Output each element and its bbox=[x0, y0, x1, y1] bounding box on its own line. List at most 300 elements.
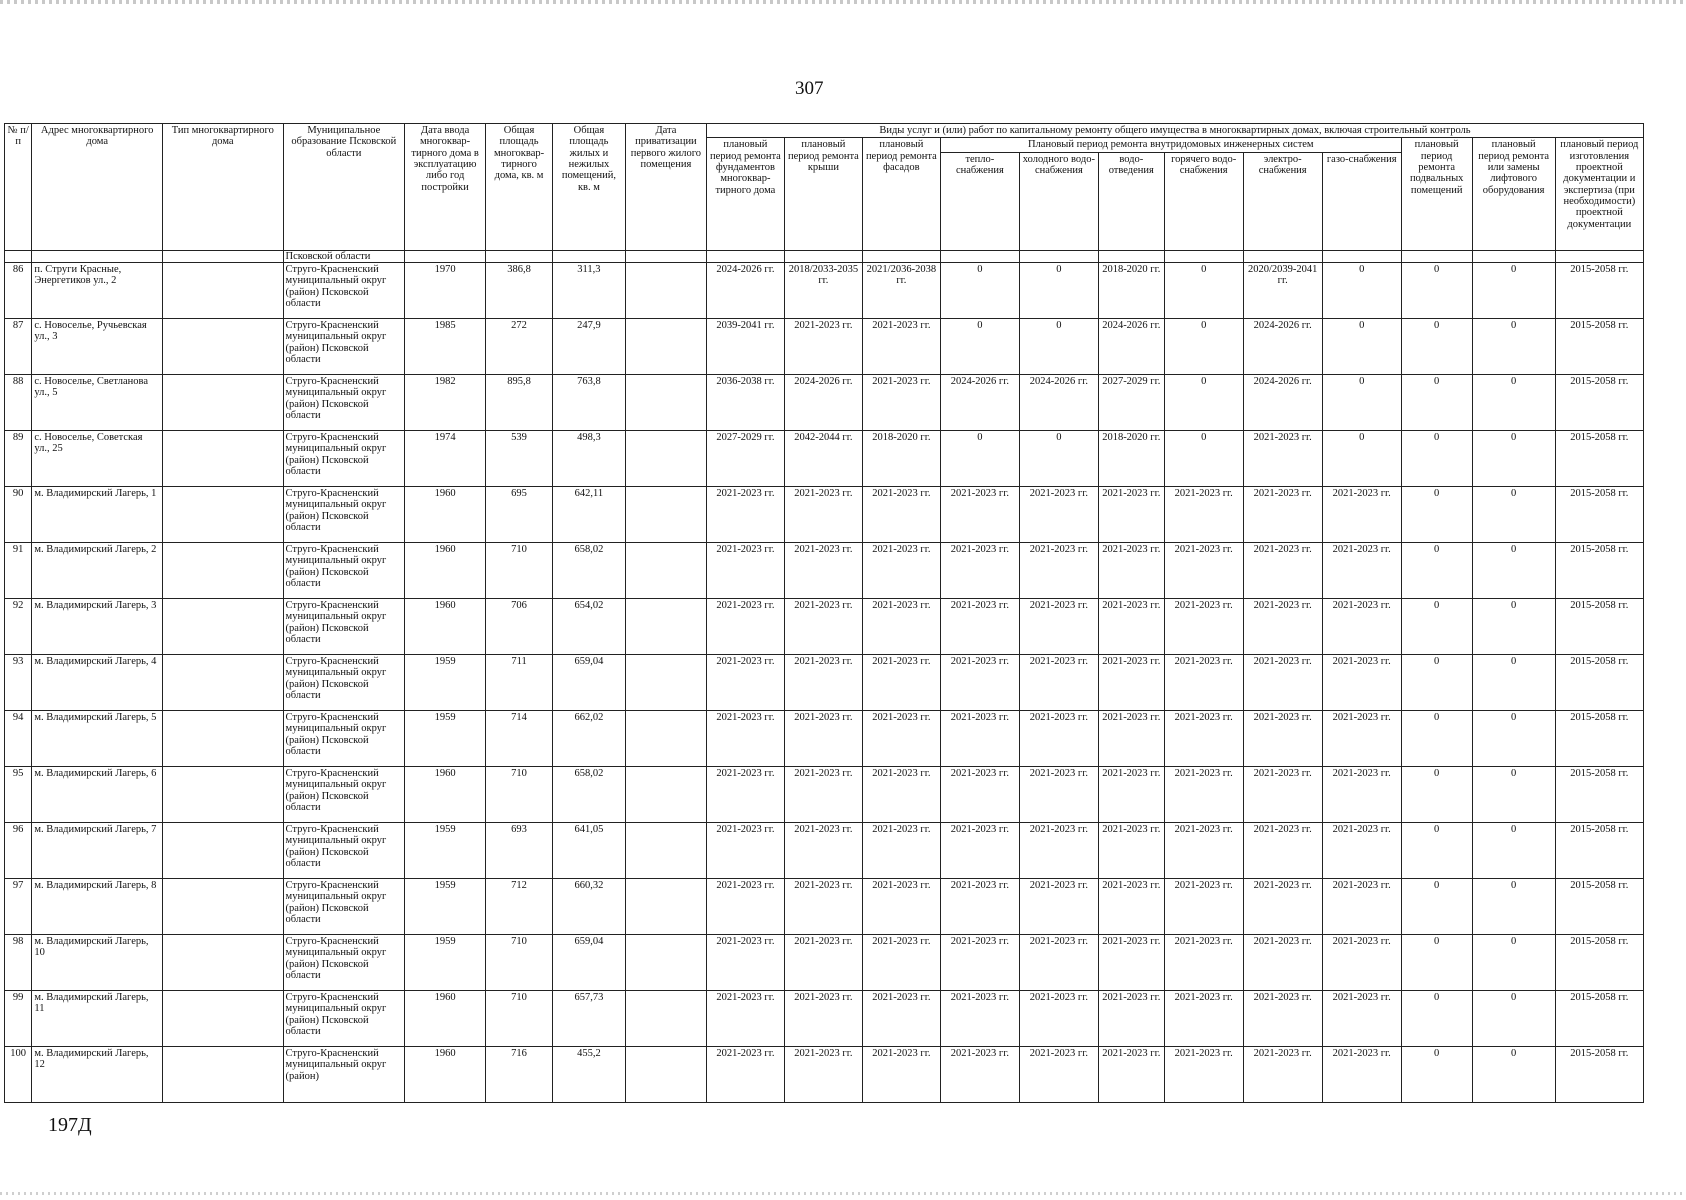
cell-privatization bbox=[625, 542, 706, 598]
cell-address: м. Владимирский Лагерь, 10 bbox=[32, 934, 163, 990]
spill-row bbox=[5, 250, 1644, 262]
cell-hot-water: 2021-2023 гг. bbox=[1164, 766, 1243, 822]
cell-heating: 0 bbox=[940, 262, 1019, 318]
cell-hot-water: 2021-2023 гг. bbox=[1164, 878, 1243, 934]
header-total-area: Общая площадь многоквар-тирного дома, кв. м bbox=[486, 124, 553, 251]
cell-elevator: 0 bbox=[1472, 430, 1555, 486]
cell-design: 2015-2058 гг. bbox=[1555, 374, 1643, 430]
cell-type bbox=[163, 710, 284, 766]
cell-cold-water: 2021-2023 гг. bbox=[1019, 654, 1098, 710]
cell-type bbox=[163, 934, 284, 990]
cell-hot-water: 0 bbox=[1164, 374, 1243, 430]
cell-total-area: 695 bbox=[486, 486, 553, 542]
cell-basement: 0 bbox=[1401, 430, 1472, 486]
cell-address: с. Новоселье, Советская ул., 25 bbox=[32, 430, 163, 486]
cell-municipality: Струго-Красненский муниципальный округ (район) Псковской области bbox=[283, 318, 405, 374]
cell-hot-water: 0 bbox=[1164, 430, 1243, 486]
cell-municipality: Струго-Красненский муниципальный округ (район) bbox=[283, 1046, 405, 1102]
cell-address: м. Владимирский Лагерь, 4 bbox=[32, 654, 163, 710]
cell-type bbox=[163, 318, 284, 374]
cell-foundation: 2021-2023 гг. bbox=[706, 878, 784, 934]
cell-facade: 2021-2023 гг. bbox=[862, 374, 940, 430]
cell-privatization bbox=[625, 878, 706, 934]
cell-basement: 0 bbox=[1401, 878, 1472, 934]
cell-cold-water: 2021-2023 гг. bbox=[1019, 486, 1098, 542]
cell-facade: 2021-2023 гг. bbox=[862, 654, 940, 710]
header-heating: тепло-снабжения bbox=[940, 152, 1019, 250]
cell-num: 97 bbox=[5, 878, 32, 934]
cell-foundation: 2024-2026 гг. bbox=[706, 262, 784, 318]
header-gas: газо-снабжения bbox=[1322, 152, 1401, 250]
cell-electricity: 2020/2039-2041 гг. bbox=[1243, 262, 1322, 318]
cell-municipality: Струго-Красненский муниципальный округ (район) Псковской области bbox=[283, 542, 405, 598]
spill-municipality: Псковской области bbox=[283, 250, 405, 262]
cell-hot-water: 2021-2023 гг. bbox=[1164, 990, 1243, 1046]
cell-electricity: 2021-2023 гг. bbox=[1243, 542, 1322, 598]
cell-heating: 2021-2023 гг. bbox=[940, 822, 1019, 878]
cell-privatization bbox=[625, 318, 706, 374]
cell-year: 1960 bbox=[405, 598, 486, 654]
cell-basement: 0 bbox=[1401, 542, 1472, 598]
header-cold-water: холодного водо-снабжения bbox=[1019, 152, 1098, 250]
cell-sewerage: 2021-2023 гг. bbox=[1098, 1046, 1164, 1102]
cell-address: п. Струги Красные, Энергетиков ул., 2 bbox=[32, 262, 163, 318]
cell-privatization bbox=[625, 710, 706, 766]
cell-total-area: 706 bbox=[486, 598, 553, 654]
cell-basement: 0 bbox=[1401, 822, 1472, 878]
cell-total-area: 710 bbox=[486, 934, 553, 990]
cell-num: 89 bbox=[5, 430, 32, 486]
cell-roof: 2021-2023 гг. bbox=[784, 934, 862, 990]
cell-roof: 2021-2023 гг. bbox=[784, 486, 862, 542]
cell-cold-water: 2021-2023 гг. bbox=[1019, 934, 1098, 990]
cell-electricity: 2021-2023 гг. bbox=[1243, 1046, 1322, 1102]
header-works-group: Виды услуг и (или) работ по капитальному ремонту общего имущества в многоквартирных домах, включая строительный контроль bbox=[706, 124, 1643, 138]
cell-total-area: 711 bbox=[486, 654, 553, 710]
cell-gas: 2021-2023 гг. bbox=[1322, 710, 1401, 766]
page-number: 307 bbox=[795, 78, 824, 99]
header-sewerage: водо-отведения bbox=[1098, 152, 1164, 250]
cell-num: 92 bbox=[5, 598, 32, 654]
header-electricity: электро-снабжения bbox=[1243, 152, 1322, 250]
cell-type bbox=[163, 1046, 284, 1102]
table-row bbox=[5, 542, 1644, 598]
cell-sewerage: 2021-2023 гг. bbox=[1098, 822, 1164, 878]
cell-cold-water: 2021-2023 гг. bbox=[1019, 878, 1098, 934]
cell-gas: 0 bbox=[1322, 262, 1401, 318]
cell-year: 1959 bbox=[405, 878, 486, 934]
cell-num: 88 bbox=[5, 374, 32, 430]
cell-type bbox=[163, 486, 284, 542]
cell-facade: 2021-2023 гг. bbox=[862, 934, 940, 990]
cell-address: м. Владимирский Лагерь, 5 bbox=[32, 710, 163, 766]
cell-year: 1960 bbox=[405, 1046, 486, 1102]
cell-sewerage: 2021-2023 гг. bbox=[1098, 654, 1164, 710]
cell-basement: 0 bbox=[1401, 934, 1472, 990]
header-living-area: Общая площадь жилых и нежилых помещений, кв. м bbox=[552, 124, 625, 251]
cell-sewerage: 2027-2029 гг. bbox=[1098, 374, 1164, 430]
cell-facade: 2018-2020 гг. bbox=[862, 430, 940, 486]
cell-basement: 0 bbox=[1401, 766, 1472, 822]
cell-design: 2015-2058 гг. bbox=[1555, 990, 1643, 1046]
cell-hot-water: 0 bbox=[1164, 262, 1243, 318]
cell-municipality: Струго-Красненский муниципальный округ (район) Псковской области bbox=[283, 934, 405, 990]
cell-total-area: 895,8 bbox=[486, 374, 553, 430]
cell-total-area: 693 bbox=[486, 822, 553, 878]
cell-foundation: 2039-2041 гг. bbox=[706, 318, 784, 374]
cell-electricity: 2021-2023 гг. bbox=[1243, 934, 1322, 990]
cell-total-area: 712 bbox=[486, 878, 553, 934]
cell-hot-water: 2021-2023 гг. bbox=[1164, 486, 1243, 542]
cell-gas: 0 bbox=[1322, 318, 1401, 374]
cell-year: 1959 bbox=[405, 822, 486, 878]
cell-cold-water: 2021-2023 гг. bbox=[1019, 598, 1098, 654]
cell-heating: 2021-2023 гг. bbox=[940, 934, 1019, 990]
cell-living-area: 658,02 bbox=[552, 766, 625, 822]
cell-sewerage: 2021-2023 гг. bbox=[1098, 766, 1164, 822]
cell-address: м. Владимирский Лагерь, 1 bbox=[32, 486, 163, 542]
cell-type bbox=[163, 822, 284, 878]
cell-electricity: 2021-2023 гг. bbox=[1243, 430, 1322, 486]
cell-cold-water: 2021-2023 гг. bbox=[1019, 766, 1098, 822]
cell-heating: 2021-2023 гг. bbox=[940, 542, 1019, 598]
cell-privatization bbox=[625, 822, 706, 878]
cell-year: 1959 bbox=[405, 710, 486, 766]
cell-total-area: 710 bbox=[486, 766, 553, 822]
cell-privatization bbox=[625, 598, 706, 654]
cell-sewerage: 2018-2020 гг. bbox=[1098, 430, 1164, 486]
cell-electricity: 2021-2023 гг. bbox=[1243, 822, 1322, 878]
cell-foundation: 2021-2023 гг. bbox=[706, 710, 784, 766]
cell-num: 90 bbox=[5, 486, 32, 542]
cell-electricity: 2024-2026 гг. bbox=[1243, 318, 1322, 374]
cell-municipality: Струго-Красненский муниципальный округ (район) Псковской области bbox=[283, 710, 405, 766]
cell-municipality: Струго-Красненский муниципальный округ (район) Псковской области bbox=[283, 878, 405, 934]
cell-gas: 2021-2023 гг. bbox=[1322, 990, 1401, 1046]
cell-municipality: Струго-Красненский муниципальный округ (район) Псковской области bbox=[283, 374, 405, 430]
cell-elevator: 0 bbox=[1472, 486, 1555, 542]
cell-facade: 2021-2023 гг. bbox=[862, 542, 940, 598]
scan-edge-top bbox=[0, 0, 1686, 4]
cell-privatization bbox=[625, 486, 706, 542]
table-row bbox=[5, 710, 1644, 766]
cell-heating: 0 bbox=[940, 430, 1019, 486]
cell-facade: 2021-2023 гг. bbox=[862, 766, 940, 822]
cell-design: 2015-2058 гг. bbox=[1555, 542, 1643, 598]
cell-type bbox=[163, 542, 284, 598]
cell-gas: 2021-2023 гг. bbox=[1322, 542, 1401, 598]
cell-foundation: 2021-2023 гг. bbox=[706, 598, 784, 654]
cell-total-area: 272 bbox=[486, 318, 553, 374]
cell-sewerage: 2021-2023 гг. bbox=[1098, 934, 1164, 990]
table-row bbox=[5, 318, 1644, 374]
cell-electricity: 2021-2023 гг. bbox=[1243, 766, 1322, 822]
cell-type bbox=[163, 654, 284, 710]
cell-elevator: 0 bbox=[1472, 598, 1555, 654]
cell-year: 1960 bbox=[405, 990, 486, 1046]
cell-num: 100 bbox=[5, 1046, 32, 1102]
cell-facade: 2021-2023 гг. bbox=[862, 822, 940, 878]
cell-municipality: Струго-Красненский муниципальный округ (район) Псковской области bbox=[283, 654, 405, 710]
cell-num: 87 bbox=[5, 318, 32, 374]
cell-electricity: 2021-2023 гг. bbox=[1243, 878, 1322, 934]
table-row bbox=[5, 878, 1644, 934]
table-row bbox=[5, 262, 1644, 318]
cell-design: 2015-2058 гг. bbox=[1555, 262, 1643, 318]
cell-gas: 0 bbox=[1322, 430, 1401, 486]
header-elevator: плановый период ремонта или замены лифтового оборудования bbox=[1472, 138, 1555, 250]
table-row bbox=[5, 822, 1644, 878]
cell-heating: 2024-2026 гг. bbox=[940, 374, 1019, 430]
table-row bbox=[5, 934, 1644, 990]
cell-hot-water: 2021-2023 гг. bbox=[1164, 598, 1243, 654]
cell-year: 1982 bbox=[405, 374, 486, 430]
cell-cold-water: 2021-2023 гг. bbox=[1019, 710, 1098, 766]
cell-foundation: 2021-2023 гг. bbox=[706, 766, 784, 822]
cell-heating: 2021-2023 гг. bbox=[940, 1046, 1019, 1102]
cell-elevator: 0 bbox=[1472, 710, 1555, 766]
cell-hot-water: 2021-2023 гг. bbox=[1164, 1046, 1243, 1102]
cell-foundation: 2021-2023 гг. bbox=[706, 542, 784, 598]
cell-total-area: 386,8 bbox=[486, 262, 553, 318]
cell-facade: 2021-2023 гг. bbox=[862, 486, 940, 542]
cell-foundation: 2021-2023 гг. bbox=[706, 1046, 784, 1102]
cell-municipality: Струго-Красненский муниципальный округ (район) Псковской области bbox=[283, 766, 405, 822]
cell-living-area: 247,9 bbox=[552, 318, 625, 374]
table-row bbox=[5, 1046, 1644, 1102]
cell-elevator: 0 bbox=[1472, 822, 1555, 878]
cell-gas: 2021-2023 гг. bbox=[1322, 654, 1401, 710]
cell-basement: 0 bbox=[1401, 990, 1472, 1046]
document-code: 197Д bbox=[48, 1114, 92, 1136]
cell-privatization bbox=[625, 934, 706, 990]
cell-elevator: 0 bbox=[1472, 654, 1555, 710]
cell-basement: 0 bbox=[1401, 654, 1472, 710]
cell-electricity: 2021-2023 гг. bbox=[1243, 710, 1322, 766]
cell-sewerage: 2021-2023 гг. bbox=[1098, 598, 1164, 654]
cell-design: 2015-2058 гг. bbox=[1555, 822, 1643, 878]
cell-type bbox=[163, 878, 284, 934]
cell-living-area: 311,3 bbox=[552, 262, 625, 318]
cell-total-area: 710 bbox=[486, 542, 553, 598]
cell-basement: 0 bbox=[1401, 1046, 1472, 1102]
cell-total-area: 710 bbox=[486, 990, 553, 1046]
cell-privatization bbox=[625, 766, 706, 822]
header-municipality: Муниципальное образование Псковской области bbox=[283, 124, 405, 251]
cell-gas: 2021-2023 гг. bbox=[1322, 598, 1401, 654]
cell-gas: 2021-2023 гг. bbox=[1322, 878, 1401, 934]
cell-elevator: 0 bbox=[1472, 542, 1555, 598]
cell-living-area: 657,73 bbox=[552, 990, 625, 1046]
cell-basement: 0 bbox=[1401, 374, 1472, 430]
table-row bbox=[5, 766, 1644, 822]
capital-repair-table bbox=[4, 123, 1644, 1103]
cell-living-area: 654,02 bbox=[552, 598, 625, 654]
cell-living-area: 498,3 bbox=[552, 430, 625, 486]
cell-num: 91 bbox=[5, 542, 32, 598]
cell-design: 2015-2058 гг. bbox=[1555, 766, 1643, 822]
cell-foundation: 2036-2038 гг. bbox=[706, 374, 784, 430]
cell-num: 98 bbox=[5, 934, 32, 990]
cell-year: 1985 bbox=[405, 318, 486, 374]
cell-municipality: Струго-Красненский муниципальный округ (район) Псковской области bbox=[283, 822, 405, 878]
cell-year: 1960 bbox=[405, 766, 486, 822]
cell-foundation: 2021-2023 гг. bbox=[706, 486, 784, 542]
cell-gas: 2021-2023 гг. bbox=[1322, 1046, 1401, 1102]
cell-elevator: 0 bbox=[1472, 766, 1555, 822]
cell-sewerage: 2021-2023 гг. bbox=[1098, 710, 1164, 766]
cell-num: 95 bbox=[5, 766, 32, 822]
cell-roof: 2021-2023 гг. bbox=[784, 878, 862, 934]
table-row bbox=[5, 486, 1644, 542]
cell-gas: 2021-2023 гг. bbox=[1322, 486, 1401, 542]
cell-year: 1960 bbox=[405, 542, 486, 598]
cell-address: м. Владимирский Лагерь, 7 bbox=[32, 822, 163, 878]
cell-cold-water: 0 bbox=[1019, 430, 1098, 486]
cell-foundation: 2021-2023 гг. bbox=[706, 990, 784, 1046]
cell-address: м. Владимирский Лагерь, 2 bbox=[32, 542, 163, 598]
header-num: № п/п bbox=[5, 124, 32, 251]
cell-sewerage: 2021-2023 гг. bbox=[1098, 878, 1164, 934]
header-facade: плановый период ремонта фасадов bbox=[862, 138, 940, 250]
cell-hot-water: 2021-2023 гг. bbox=[1164, 822, 1243, 878]
table-row bbox=[5, 990, 1644, 1046]
table-row bbox=[5, 430, 1644, 486]
header-address: Адрес многоквартирного дома bbox=[32, 124, 163, 251]
cell-design: 2015-2058 гг. bbox=[1555, 878, 1643, 934]
cell-facade: 2021-2023 гг. bbox=[862, 318, 940, 374]
cell-num: 99 bbox=[5, 990, 32, 1046]
cell-living-area: 658,02 bbox=[552, 542, 625, 598]
cell-address: с. Новоселье, Ручьевская ул., 3 bbox=[32, 318, 163, 374]
cell-living-area: 641,05 bbox=[552, 822, 625, 878]
cell-design: 2015-2058 гг. bbox=[1555, 710, 1643, 766]
cell-hot-water: 2021-2023 гг. bbox=[1164, 542, 1243, 598]
cell-electricity: 2021-2023 гг. bbox=[1243, 598, 1322, 654]
cell-living-area: 659,04 bbox=[552, 934, 625, 990]
cell-gas: 2021-2023 гг. bbox=[1322, 934, 1401, 990]
header-engineering-group: Плановый период ремонта внутридомовых инженерных систем bbox=[940, 138, 1401, 152]
cell-basement: 0 bbox=[1401, 486, 1472, 542]
cell-basement: 0 bbox=[1401, 710, 1472, 766]
cell-hot-water: 0 bbox=[1164, 318, 1243, 374]
header-commission-date: Дата ввода многоквар-тирного дома в эксплуатацию либо год постройки bbox=[405, 124, 486, 251]
cell-year: 1960 bbox=[405, 486, 486, 542]
cell-municipality: Струго-Красненский муниципальный округ (район) Псковской области bbox=[283, 262, 405, 318]
cell-sewerage: 2018-2020 гг. bbox=[1098, 262, 1164, 318]
cell-facade: 2021-2023 гг. bbox=[862, 710, 940, 766]
cell-roof: 2018/2033-2035 гг. bbox=[784, 262, 862, 318]
cell-roof: 2042-2044 гг. bbox=[784, 430, 862, 486]
cell-privatization bbox=[625, 430, 706, 486]
cell-municipality: Струго-Красненский муниципальный округ (район) Псковской области bbox=[283, 430, 405, 486]
cell-hot-water: 2021-2023 гг. bbox=[1164, 934, 1243, 990]
cell-basement: 0 bbox=[1401, 262, 1472, 318]
cell-address: м. Владимирский Лагерь, 11 bbox=[32, 990, 163, 1046]
cell-heating: 2021-2023 гг. bbox=[940, 654, 1019, 710]
cell-cold-water: 2021-2023 гг. bbox=[1019, 542, 1098, 598]
cell-gas: 2021-2023 гг. bbox=[1322, 822, 1401, 878]
cell-heating: 2021-2023 гг. bbox=[940, 598, 1019, 654]
cell-municipality: Струго-Красненский муниципальный округ (район) Псковской области bbox=[283, 990, 405, 1046]
cell-address: м. Владимирский Лагерь, 8 bbox=[32, 878, 163, 934]
header-design-docs: плановый период изготовления проектной документации и экспертиза (при необходимости) проектной документации bbox=[1555, 138, 1643, 250]
cell-privatization bbox=[625, 990, 706, 1046]
cell-sewerage: 2024-2026 гг. bbox=[1098, 318, 1164, 374]
cell-cold-water: 2021-2023 гг. bbox=[1019, 822, 1098, 878]
cell-design: 2015-2058 гг. bbox=[1555, 654, 1643, 710]
cell-foundation: 2021-2023 гг. bbox=[706, 654, 784, 710]
cell-design: 2015-2058 гг. bbox=[1555, 486, 1643, 542]
cell-privatization bbox=[625, 374, 706, 430]
cell-elevator: 0 bbox=[1472, 318, 1555, 374]
cell-address: м. Владимирский Лагерь, 3 bbox=[32, 598, 163, 654]
cell-year: 1959 bbox=[405, 934, 486, 990]
cell-foundation: 2021-2023 гг. bbox=[706, 934, 784, 990]
cell-facade: 2021-2023 гг. bbox=[862, 878, 940, 934]
cell-address: с. Новоселье, Светланова ул., 5 bbox=[32, 374, 163, 430]
cell-type bbox=[163, 374, 284, 430]
cell-elevator: 0 bbox=[1472, 262, 1555, 318]
cell-elevator: 0 bbox=[1472, 990, 1555, 1046]
cell-type bbox=[163, 598, 284, 654]
cell-cold-water: 0 bbox=[1019, 318, 1098, 374]
cell-year: 1959 bbox=[405, 654, 486, 710]
header-basement: плановый период ремонта подвальных помещений bbox=[1401, 138, 1472, 250]
cell-total-area: 716 bbox=[486, 1046, 553, 1102]
cell-facade: 2021-2023 гг. bbox=[862, 1046, 940, 1102]
cell-num: 96 bbox=[5, 822, 32, 878]
header-type: Тип многоквартирного дома bbox=[163, 124, 284, 251]
cell-type bbox=[163, 990, 284, 1046]
header-roof: плановый период ремонта крыши bbox=[784, 138, 862, 250]
cell-living-area: 763,8 bbox=[552, 374, 625, 430]
cell-hot-water: 2021-2023 гг. bbox=[1164, 710, 1243, 766]
cell-gas: 2021-2023 гг. bbox=[1322, 766, 1401, 822]
cell-design: 2015-2058 гг. bbox=[1555, 430, 1643, 486]
cell-living-area: 660,32 bbox=[552, 878, 625, 934]
cell-foundation: 2027-2029 гг. bbox=[706, 430, 784, 486]
cell-total-area: 539 bbox=[486, 430, 553, 486]
cell-design: 2015-2058 гг. bbox=[1555, 1046, 1643, 1102]
cell-elevator: 0 bbox=[1472, 1046, 1555, 1102]
cell-design: 2015-2058 гг. bbox=[1555, 934, 1643, 990]
cell-basement: 0 bbox=[1401, 598, 1472, 654]
cell-roof: 2021-2023 гг. bbox=[784, 654, 862, 710]
cell-type bbox=[163, 430, 284, 486]
cell-heating: 2021-2023 гг. bbox=[940, 766, 1019, 822]
cell-address: м. Владимирский Лагерь, 6 bbox=[32, 766, 163, 822]
cell-elevator: 0 bbox=[1472, 934, 1555, 990]
header-privatization-date: Дата приватизации первого жилого помещения bbox=[625, 124, 706, 251]
cell-roof: 2021-2023 гг. bbox=[784, 542, 862, 598]
cell-elevator: 0 bbox=[1472, 374, 1555, 430]
cell-sewerage: 2021-2023 гг. bbox=[1098, 486, 1164, 542]
cell-privatization bbox=[625, 1046, 706, 1102]
cell-sewerage: 2021-2023 гг. bbox=[1098, 542, 1164, 598]
cell-roof: 2021-2023 гг. bbox=[784, 1046, 862, 1102]
cell-electricity: 2024-2026 гг. bbox=[1243, 374, 1322, 430]
cell-type bbox=[163, 262, 284, 318]
cell-electricity: 2021-2023 гг. bbox=[1243, 486, 1322, 542]
cell-type bbox=[163, 766, 284, 822]
cell-privatization bbox=[625, 654, 706, 710]
cell-electricity: 2021-2023 гг. bbox=[1243, 654, 1322, 710]
cell-cold-water: 2021-2023 гг. bbox=[1019, 1046, 1098, 1102]
cell-privatization bbox=[625, 262, 706, 318]
header-foundation: плановый период ремонта фундаментов многоквар-тирного дома bbox=[706, 138, 784, 250]
cell-facade: 2021-2023 гг. bbox=[862, 598, 940, 654]
